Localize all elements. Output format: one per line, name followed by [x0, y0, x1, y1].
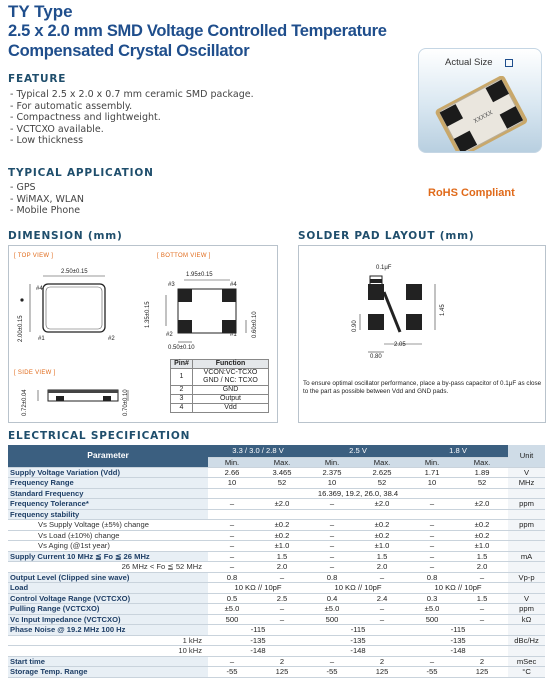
- table-cell: 10: [208, 478, 256, 489]
- table-cell: -115: [308, 625, 408, 636]
- min-header: Min.: [408, 457, 456, 467]
- table-row: [8, 488, 545, 499]
- table-cell: –: [308, 656, 356, 667]
- table-cell: –: [308, 551, 356, 562]
- table-cell: 2.0: [256, 562, 308, 573]
- table-cell: [356, 509, 408, 520]
- unit-cell: [508, 488, 545, 499]
- table-cell: ±2.0: [356, 499, 408, 510]
- table-row: [8, 541, 545, 552]
- table-row: [171, 369, 269, 386]
- table-cell: –: [308, 541, 356, 552]
- bottom-pad-width-dim: 0.50±0.10: [168, 345, 195, 351]
- bottom-width-dim: 1.95±0.15: [186, 272, 213, 278]
- table-cell: –: [208, 551, 256, 562]
- unit-cell: [508, 509, 545, 520]
- table-cell: ±1.0: [356, 541, 408, 552]
- top-width-dim: 2.50±0.15: [61, 269, 88, 275]
- table-cell: 52: [356, 478, 408, 489]
- table-cell: 125: [456, 667, 508, 678]
- parameter-label: 26 MHz < Fo ≦ 52 MHz: [8, 562, 208, 573]
- unit-cell: V: [508, 593, 545, 604]
- table-cell: 2: [256, 656, 308, 667]
- table-cell: –: [408, 499, 456, 510]
- parameter-label: Vs Aging (@1st year): [8, 541, 208, 552]
- table-cell: -135: [308, 635, 408, 646]
- side-height2-dim: 0.70±0.10: [123, 389, 129, 416]
- function-col-header: Function: [193, 360, 269, 369]
- table-cell: [456, 509, 508, 520]
- min-header: Min.: [308, 457, 356, 467]
- feature-heading: FEATURE: [8, 73, 67, 85]
- table-cell: 16.369, 19.2, 26.0, 38.4: [208, 488, 508, 499]
- table-cell: 0.8: [308, 572, 356, 583]
- pad-dim-4: 0.80: [370, 354, 382, 360]
- unit-cell: Vp-p: [508, 572, 545, 583]
- feature-list: [10, 89, 254, 147]
- table-row: [8, 467, 545, 478]
- table-cell: –: [308, 520, 356, 531]
- table-cell: –: [456, 604, 508, 615]
- table-cell: 2: [171, 386, 193, 395]
- table-row: [171, 395, 269, 404]
- table-row: [8, 635, 545, 646]
- package-marking: XXXXX: [472, 109, 494, 126]
- side-height-dim: 0.72±0.04: [22, 389, 28, 416]
- parameter-label: 10 kHz: [8, 646, 208, 657]
- unit-cell: [508, 583, 545, 594]
- table-cell: 500: [308, 614, 356, 625]
- unit-cell: [508, 530, 545, 541]
- actual-size-square-icon: [505, 59, 513, 67]
- bottom-pad-dim: 0.60±0.10: [252, 311, 258, 338]
- unit-cell: dBc/Hz: [508, 635, 545, 646]
- unit-cell: [508, 541, 545, 552]
- table-cell: 10: [308, 478, 356, 489]
- table-cell: [408, 509, 456, 520]
- page-title: 2.5 x 2.0 mm SMD Voltage Controlled Temperature Compensated Crystal Oscillator: [8, 22, 387, 60]
- table-cell: ±0.2: [256, 520, 308, 531]
- table-cell: 1.5: [256, 551, 308, 562]
- max-header: Max.: [456, 457, 508, 467]
- table-cell: 125: [256, 667, 308, 678]
- table-cell: ±0.2: [456, 520, 508, 531]
- list-item: - Compactness and lightweight.: [10, 112, 254, 124]
- table-cell: 0.3: [408, 593, 456, 604]
- parameter-label: Start time: [8, 656, 208, 667]
- table-cell: VCON:VC-TCXO GND / NC: TCXO: [193, 369, 269, 386]
- parameter-label: Phase Noise @ 19.2 MHz 100 Hz: [8, 625, 208, 636]
- table-cell: 52: [456, 478, 508, 489]
- pin-3-label: #3: [168, 282, 175, 288]
- table-cell: 2.0: [356, 562, 408, 573]
- table-cell: 52: [256, 478, 308, 489]
- table-cell: -148: [208, 646, 308, 657]
- bottom-view-label: [ BOTTOM VIEW ]: [157, 253, 211, 259]
- table-cell: 10: [408, 478, 456, 489]
- table-cell: 0.5: [208, 593, 256, 604]
- table-row: [8, 646, 545, 657]
- table-cell: Output: [193, 395, 269, 404]
- max-header: Max.: [256, 457, 308, 467]
- table-cell: -148: [308, 646, 408, 657]
- solder-note: To ensure optimal oscillator performance, place a by-pass capacitor of 0.1μF as close to the part as possible between Vdd and GND pads.: [303, 380, 542, 395]
- table-cell: –: [408, 551, 456, 562]
- table-cell: 10 KΩ // 10pF: [408, 583, 508, 594]
- list-item: - VCTCXO available.: [10, 124, 254, 136]
- table-cell: ±0.2: [256, 530, 308, 541]
- min-header: Min.: [208, 457, 256, 467]
- crystal-package-icon: [420, 76, 540, 151]
- application-heading: TYPICAL APPLICATION: [8, 167, 154, 179]
- table-cell: [308, 509, 356, 520]
- pin-function-table: [170, 359, 269, 413]
- table-row: [8, 656, 545, 667]
- table-cell: –: [308, 499, 356, 510]
- capacitor-label: 0.1μF: [376, 265, 392, 271]
- table-cell: ±1.0: [256, 541, 308, 552]
- table-cell: –: [208, 530, 256, 541]
- parameter-label: Storage Temp. Range: [8, 667, 208, 678]
- table-row: [171, 404, 269, 413]
- table-cell: 2.4: [356, 593, 408, 604]
- parameter-label: Supply Voltage Variation (Vdd): [8, 467, 208, 478]
- side-view-label: [ SIDE VIEW ]: [14, 370, 56, 376]
- parameter-label: Output Level (Clipped sine wave): [8, 572, 208, 583]
- table-cell: 2.0: [456, 562, 508, 573]
- parameter-label: Supply Current 10 MHz ≦ Fo ≦ 26 MHz: [8, 551, 208, 562]
- table-row: [8, 478, 545, 489]
- table-cell: 125: [356, 667, 408, 678]
- table-cell: ±5.0: [208, 604, 256, 615]
- table-cell: 1.5: [356, 551, 408, 562]
- table-row: [8, 530, 545, 541]
- parameter-label: 1 kHz: [8, 635, 208, 646]
- unit-cell: ppm: [508, 604, 545, 615]
- table-cell: 10 KΩ // 10pF: [208, 583, 308, 594]
- unit-cell: [508, 625, 545, 636]
- table-cell: ±0.2: [456, 530, 508, 541]
- solder-pad-drawing: [340, 262, 500, 367]
- table-row: [8, 551, 545, 562]
- table-cell: 3: [171, 395, 193, 404]
- unit-cell: mSec: [508, 656, 545, 667]
- table-cell: –: [208, 562, 256, 573]
- table-cell: 0.8: [408, 572, 456, 583]
- table-cell: ±5.0: [408, 604, 456, 615]
- table-cell: -135: [208, 635, 308, 646]
- table-cell: ±5.0: [308, 604, 356, 615]
- pin-4-label: #4: [36, 286, 43, 292]
- unit-cell: mA: [508, 551, 545, 562]
- table-cell: -135: [408, 635, 508, 646]
- table-cell: –: [408, 520, 456, 531]
- table-cell: 1: [171, 369, 193, 386]
- table-cell: 2.66: [208, 467, 256, 478]
- unit-cell: °C: [508, 667, 545, 678]
- pin-2-label: #2: [108, 336, 115, 342]
- electrical-spec-table: [8, 445, 545, 678]
- table-cell: –: [256, 614, 308, 625]
- volt-header-3v3: 3.3 / 3.0 / 2.8 V: [208, 445, 308, 457]
- list-item: - Mobile Phone: [10, 205, 84, 217]
- table-cell: 0.4: [308, 593, 356, 604]
- pin-1b-label: #1: [230, 332, 237, 338]
- table-row: [8, 614, 545, 625]
- table-row: [8, 509, 545, 520]
- table-cell: ±2.0: [456, 499, 508, 510]
- pad-dim-1: 1.45: [440, 304, 446, 316]
- table-cell: –: [408, 562, 456, 573]
- parameter-label: Frequency Tolerance*: [8, 499, 208, 510]
- pin-col-header: Pin#: [171, 360, 193, 369]
- table-cell: 1.5: [456, 551, 508, 562]
- table-cell: ±0.2: [356, 520, 408, 531]
- table-cell: GND: [193, 386, 269, 395]
- list-item: - For automatic assembly.: [10, 101, 254, 113]
- table-cell: 3.465: [256, 467, 308, 478]
- table-cell: -148: [408, 646, 508, 657]
- parameter-header: Parameter: [8, 445, 208, 467]
- table-cell: –: [356, 572, 408, 583]
- product-type: TY Type: [8, 2, 73, 21]
- pin-4b-label: #4: [230, 282, 237, 288]
- table-cell: Vdd: [193, 404, 269, 413]
- table-row: [8, 572, 545, 583]
- table-cell: 0.8: [208, 572, 256, 583]
- table-cell: –: [208, 499, 256, 510]
- bottom-height-dim: 1.35±0.15: [145, 301, 151, 328]
- table-row: [8, 499, 545, 510]
- table-cell: –: [308, 562, 356, 573]
- table-cell: 500: [208, 614, 256, 625]
- parameter-label: Pulling Range (VCTCXO): [8, 604, 208, 615]
- table-cell: –: [408, 530, 456, 541]
- volt-header-2v5: 2.5 V: [308, 445, 408, 457]
- max-header: Max.: [356, 457, 408, 467]
- table-cell: ±0.2: [356, 530, 408, 541]
- unit-cell: ppm: [508, 499, 545, 510]
- table-cell: –: [408, 656, 456, 667]
- pin-1-label: #1: [38, 336, 45, 342]
- unit-cell: kΩ: [508, 614, 545, 625]
- table-cell: -55: [208, 667, 256, 678]
- application-list: [10, 182, 84, 217]
- table-cell: –: [256, 572, 308, 583]
- parameter-label: Standard Frequency: [8, 488, 208, 499]
- table-row: [8, 583, 545, 594]
- table-row: [171, 386, 269, 395]
- table-cell: –: [308, 530, 356, 541]
- pad-dim-3: 2.05: [394, 342, 406, 348]
- table-cell: ±2.0: [256, 499, 308, 510]
- table-cell: –: [356, 604, 408, 615]
- top-height-dim: 2.00±0.15: [18, 315, 24, 342]
- unit-cell: V: [508, 467, 545, 478]
- table-cell: [208, 509, 256, 520]
- table-cell: 1.5: [456, 593, 508, 604]
- unit-cell: MHz: [508, 478, 545, 489]
- list-item: - WiMAX, WLAN: [10, 194, 84, 206]
- rohs-badge: RoHS Compliant: [428, 187, 515, 199]
- table-cell: –: [456, 614, 508, 625]
- table-cell: –: [208, 541, 256, 552]
- table-cell: –: [456, 572, 508, 583]
- table-cell: –: [408, 541, 456, 552]
- list-item: - GPS: [10, 182, 84, 194]
- table-row: [8, 593, 545, 604]
- parameter-label: Load: [8, 583, 208, 594]
- table-cell: -55: [408, 667, 456, 678]
- solder-heading: SOLDER PAD LAYOUT (mm): [298, 230, 475, 242]
- parameter-label: Frequency stability: [8, 509, 208, 520]
- parameter-label: Control Voltage Range (VCTCXO): [8, 593, 208, 604]
- unit-cell: ppm: [508, 520, 545, 531]
- table-cell: –: [208, 656, 256, 667]
- table-cell: 2.625: [356, 467, 408, 478]
- parameter-label: Vs Load (±10%) change: [8, 530, 208, 541]
- table-cell: 2: [456, 656, 508, 667]
- list-item: - Typical 2.5 x 2.0 x 0.7 mm ceramic SMD package.: [10, 89, 254, 101]
- pin-2b-label: #2: [166, 332, 173, 338]
- parameter-label: Vc Input Impedance (VCTCXO): [8, 614, 208, 625]
- table-row: [8, 667, 545, 678]
- table-cell: 500: [408, 614, 456, 625]
- list-item: - Low thickness: [10, 135, 254, 147]
- volt-header-1v8: 1.8 V: [408, 445, 508, 457]
- top-view-label: [ TOP VIEW ]: [14, 253, 54, 259]
- table-cell: –: [208, 520, 256, 531]
- table-row: [8, 520, 545, 531]
- unit-cell: [508, 562, 545, 573]
- table-cell: 2.375: [308, 467, 356, 478]
- table-row: [8, 625, 545, 636]
- table-cell: [256, 509, 308, 520]
- table-cell: 4: [171, 404, 193, 413]
- pad-dim-2: 0.90: [352, 320, 358, 332]
- actual-size-label: Actual Size: [445, 57, 493, 68]
- unit-header: Unit: [508, 445, 545, 467]
- table-cell: ±1.0: [456, 541, 508, 552]
- parameter-label: Frequency Range: [8, 478, 208, 489]
- dimension-heading: DIMENSION (mm): [8, 230, 123, 242]
- table-row: [8, 562, 545, 573]
- table-cell: 1.71: [408, 467, 456, 478]
- parameter-label: Vs Supply Voltage (±5%) change: [8, 520, 208, 531]
- unit-cell: [508, 646, 545, 657]
- table-cell: -55: [308, 667, 356, 678]
- table-cell: -115: [208, 625, 308, 636]
- table-row: [8, 604, 545, 615]
- table-cell: 2.5: [256, 593, 308, 604]
- table-cell: –: [256, 604, 308, 615]
- table-cell: 2: [356, 656, 408, 667]
- table-cell: 1.89: [456, 467, 508, 478]
- table-cell: –: [356, 614, 408, 625]
- table-cell: -115: [408, 625, 508, 636]
- table-cell: 10 KΩ // 10pF: [308, 583, 408, 594]
- spec-heading: ELECTRICAL SPECIFICATION: [8, 430, 191, 442]
